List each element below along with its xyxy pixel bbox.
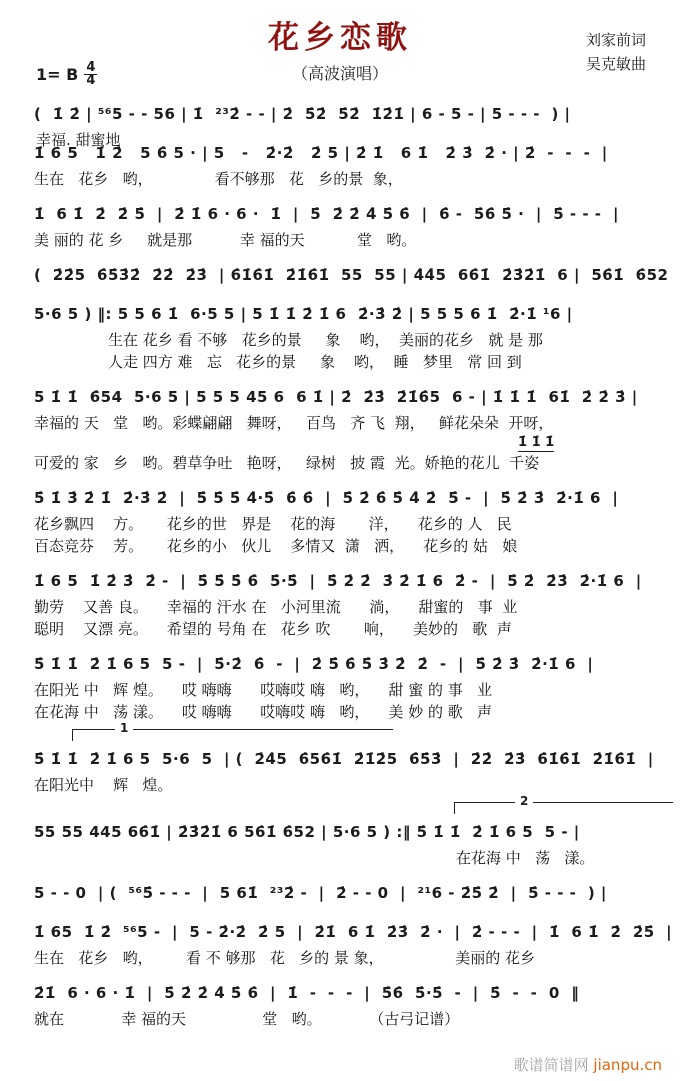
lyric-line: 美 丽的 花 乡 就是那 幸 福的天 堂 哟。 <box>34 231 417 249</box>
notation-line: 1̇ 6 5 1̇ 2̇ 3̇ 2̇ - | 5̇ 5̇ 5̇ 6̇ 5̇·5̇ | 5̇ 2̇ 2̇ 3̇ 2̇ 1̇ 6 2̇ - | 5̇ 2̇ 2̇3̇ 2̇·1̇ 6 | <box>34 572 642 590</box>
score-system <box>34 480 672 557</box>
score-system <box>34 646 672 723</box>
notation-line: 1̇ 6 1̇ 2̇ 2̇ 5̇ | 2̇ 1̇ 6 · 6 · 1̇ | 5̇ 2̇ 2̇ 4̇ 5̇ 6̇ | 6̇ - 5̇6̇ 5̇ · | 5̇ - - - | <box>34 205 619 223</box>
song-title: 花乡恋歌 <box>268 20 412 56</box>
notation-line: 5̇ 1̇ 1̇ 2̇ 1̇ 6 5 5 - | 5̇·2̇ 6̇ - | 2̇ 5̇ 6̇ 5̇ 3̇ 2̇ 2̇ - | 5̇ 2̇ 3̇ 2̇·1̇ 6 | <box>34 655 594 673</box>
lyric-line: 生在 花乡 哟， 看 不 够那 花 乡的 景 象， 美丽的 花乡 <box>34 949 535 967</box>
lyric-line: 可爱的 家 乡 哟。碧草争吐 艳呀， 绿树 披 霞 光。娇艳的花儿 千姿 <box>34 454 540 472</box>
notation-line: ( 2̇2̇5 6̇5̇3̇2̇ 2̇2̇ 2̇3̇ | 6̇1̇6̇1̇ 2̇1̇6̇1̇ 55 55 | 4̇4̇5 66̇1̇ 2̇3̇2̇1̇ 6 | 56̇1̇ 6̇52 <box>34 266 669 284</box>
tempo-marking: 幸福. 甜蜜地 <box>36 131 121 149</box>
volta-bracket <box>72 721 393 741</box>
notation-line: 5·6 5 ) ‖: 5 5 6 1̇ 6·5 5 | 5 1̇ 1̇ 2̇ 1̇ 6 2̇·3̇ 2̇ | 5 5 5 6 1̇ 2̇·1̇ ¹6 | <box>34 305 573 323</box>
notation-line: 1̇ 6 5 1̇ 2̇ 5 6̇ 5 · | 5 - 2̇·2̇ 2̇ 5 | 2̇ 1̇ 6 1̇ 2̇ 3̇ 2̇ · | 2̇ - - - | <box>34 144 608 162</box>
lyric-line: 在花海 中 荡 漾。 哎 嗨嗨 哎嗨哎 嗨 哟， 美 妙 的 歌 声 <box>34 703 493 721</box>
score-system <box>34 96 672 129</box>
lyric-line: 聪明 又漂 亮。 希望的 号角 在 花乡 吹 响， 美妙的 歌 声 <box>34 620 512 638</box>
score-system <box>34 975 672 1030</box>
score-system <box>34 135 672 190</box>
notation-line: 5̇ 1̇ 1̇ 2̇ 1̇ 6 5 5·6 5 | ( 2̇4̇5 6̇56̇1̇ 2̇1̇2̇5 6̇5̇3̇ | 2̇2̇ 2̇3̇ 6̇1̇6̇1̇ 2̇1̇6̇1̇ | <box>34 750 654 768</box>
score-system <box>34 914 672 969</box>
lyric-line: 勤劳 又善 良。 幸福的 汗水 在 小河里流 淌， 甜蜜的 事 业 <box>34 598 518 616</box>
site-name: 歌谱简谱网 <box>513 1056 589 1074</box>
score-system <box>34 563 672 640</box>
score-system <box>34 296 672 373</box>
credits-block <box>586 28 646 76</box>
score-system <box>34 196 672 251</box>
site-url-link[interactable]: jianpu.cn <box>593 1056 662 1074</box>
lyric-line: 百态竞芬 芳。 花乡的小 伙儿 多情又 潇 洒， 花乡的 姑 娘 <box>34 537 518 555</box>
composer-credit: 吴克敏曲 <box>585 55 646 73</box>
octave-annotation <box>34 434 672 452</box>
lyric-line: 就在 幸 福的天 堂 哟。 （古弓记谱） <box>34 1010 460 1028</box>
lyric-line: 在阳光 中 辉 煌。 哎 嗨嗨 哎嗨哎 嗨 哟， 甜 蜜 的 事 业 <box>34 681 493 699</box>
lyric-line: 花乡飘四 方。 花乡的世 界是 花的海 洋， 花乡的 人 民 <box>34 515 512 533</box>
notation-line: 5̇ 1̇ 3̇ 2̇ 1̇ 2̇·3̇ 2̇ | 5̇ 5̇ 5̇ 4̇·5̇ 6̇ 6̇ | 5̇ 2̇ 6̇ 5̇ 4̇ 2̇ 5̇ - | 5̇ 2̇ 3̇ 2̇·1̇ 6 | <box>34 489 619 507</box>
score-system <box>34 721 672 796</box>
notation-line: 1̇ 65 1̇ 2̇ ⁵⁶5 - | 5 - 2̇·2̇ 2̇ 5 | 2̇1̇ 6 1̇ 2̇3̇ 2̇ · | 2̇ - - - | 1̇ 6 1̇ 2̇ 2̇5̇ | <box>34 923 673 941</box>
title-block <box>0 12 680 84</box>
score-system <box>34 794 672 869</box>
score-systems <box>0 92 680 1030</box>
volta-label: 1 <box>115 721 133 735</box>
lyric-line: 在花海 中 荡 漾。 <box>456 849 595 867</box>
lyric-line: 人走 四方 难 忘 花乡的景 象 哟， 睡 梦里 常 回 到 <box>108 353 522 371</box>
time-signature-numerator: 4 <box>86 60 96 75</box>
performer-subtitle: （高波演唱） <box>291 64 388 83</box>
key-signature: 1= B <box>36 65 79 84</box>
notation-line: ( 1̇ 2̇ | ⁵⁶5 - - 56 | 1̇ ²³2̇ - - | 2̇ 5̇2̇ 5̇2̇ 1̇2̇1̇ | 6 - 5 - | 5 - - - ) | <box>34 105 571 123</box>
lyric-line: 生在 花乡 看 不够 花乡的景 象 哟， 美丽的花乡 就 是 那 <box>108 331 543 349</box>
lyric-line: 生在 花乡 哟， 看不够那 花 乡的景 象， <box>34 170 403 188</box>
time-signature-denominator: 4 <box>86 73 96 88</box>
score-system <box>34 379 672 474</box>
lyricist-credit: 刘家前词 <box>585 31 646 49</box>
lyric-line: 在阳光中 辉 煌。 <box>34 776 173 794</box>
octave-annotation-notes: 1̇ 1̇ 1̇ <box>518 435 555 450</box>
volta-label: 2 <box>515 794 533 808</box>
notation-line: 5 - - 0 | ( ⁵⁶5̇ - - - | 5 61̇ ²³2̇ - | 2̇ - - 0 | ²¹6 - 2̇5̇ 2̇ | 5̇ - - - ) | <box>34 884 607 902</box>
notation-line: 5 1̇ 1̇ 6̇54 5·6 5 | 5 5 5 45 6 6 1̇ | 2̇ 2̇3̇ 2̇1̇6̇5 6 - | 1̇ 1̇ 1̇ 61̇ 2̇ 2̇ 3̇ | <box>34 388 638 406</box>
site-watermark <box>514 1054 662 1075</box>
score-system <box>34 875 672 908</box>
score-system <box>34 257 672 290</box>
notation-line: 2̇1̇ 6 · 6 · 1̇ | 5̇ 2̇ 2̇ 4̇ 5̇ 6̇ | 1̇ - - - | 5̇6̇ 5̇·5̇ - | 5̇ - - 0 ‖ <box>34 984 580 1002</box>
volta-bracket <box>454 794 673 814</box>
lyric-line: 幸福的 天 堂 哟。彩蝶翩翩 舞呀， 百鸟 齐 飞 翔， 鲜花朵朵 开呀， <box>34 414 554 432</box>
notation-line: 55 55 445 66̇1̇ | 2̇3̇2̇1̇ 6 56̇1̇ 6̇52 | 5·6 5 ) :‖ 5̇ 1̇ 1̇ 2̇ 1̇ 6 5 5 - | <box>34 823 580 841</box>
